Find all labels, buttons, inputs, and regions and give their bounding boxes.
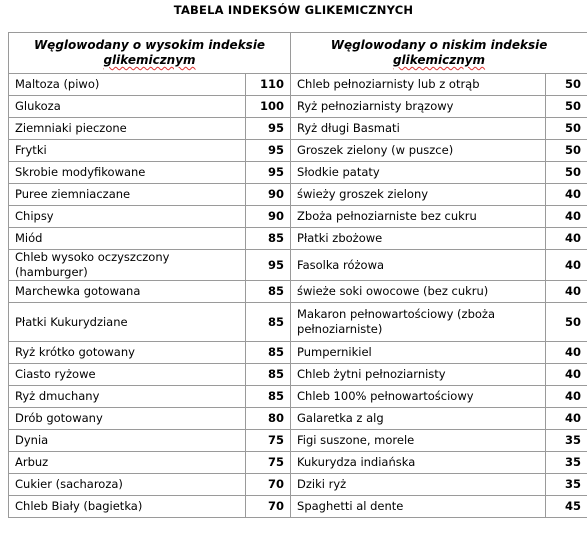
low-gi-food-name: Chleb pełnoziarnisty lub z otrąb xyxy=(291,74,546,96)
table-row xyxy=(9,228,587,250)
table-row xyxy=(9,342,587,364)
high-gi-value: 70 xyxy=(246,496,291,518)
low-gi-value: 40 xyxy=(546,184,587,206)
high-gi-value: 90 xyxy=(246,184,291,206)
table-row xyxy=(9,430,587,452)
high-gi-food-name: Maltoza (piwo) xyxy=(9,74,246,96)
table-row xyxy=(9,474,587,496)
low-gi-value: 40 xyxy=(546,386,587,408)
low-gi-food-name: Słodkie pataty xyxy=(291,162,546,184)
high-gi-value: 85 xyxy=(246,364,291,386)
low-gi-value: 40 xyxy=(546,364,587,386)
high-gi-value: 85 xyxy=(246,281,291,303)
low-gi-food-name: Figi suszone, morele xyxy=(291,430,546,452)
table-row xyxy=(9,118,587,140)
table-row xyxy=(9,206,587,228)
high-gi-value: 85 xyxy=(246,386,291,408)
low-gi-value: 40 xyxy=(546,228,587,250)
low-gi-food-name: Chleb 100% pełnowartościowy xyxy=(291,386,546,408)
low-gi-value: 50 xyxy=(546,118,587,140)
high-gi-food-name: Chleb Biały (bagietka) xyxy=(9,496,246,518)
high-gi-food-name: Chleb wysoko oczyszczony (hamburger) xyxy=(9,250,246,281)
header-high-gi-squiggle: glikemicznym xyxy=(103,53,196,67)
high-gi-food-name: Miód xyxy=(9,228,246,250)
header-low-gi-prefix: Węglowodany o niskim indeksie xyxy=(330,38,548,52)
table-row xyxy=(9,364,587,386)
low-gi-value: 40 xyxy=(546,342,587,364)
high-gi-value: 95 xyxy=(246,140,291,162)
header-high-gi-prefix: Węglowodany o wysokim indeksie xyxy=(33,38,266,52)
high-gi-value: 95 xyxy=(246,250,291,281)
low-gi-food-name: świeży groszek zielony xyxy=(291,184,546,206)
high-gi-food-name: Ryż dmuchany xyxy=(9,386,246,408)
high-gi-value: 95 xyxy=(246,162,291,184)
high-gi-value: 75 xyxy=(246,430,291,452)
high-gi-value: 110 xyxy=(246,74,291,96)
table-row xyxy=(9,162,587,184)
low-gi-food-name: Groszek zielony (w puszce) xyxy=(291,140,546,162)
high-gi-food-name: Chipsy xyxy=(9,206,246,228)
low-gi-value: 50 xyxy=(546,74,587,96)
high-gi-value: 70 xyxy=(246,474,291,496)
low-gi-food-name: Ryż pełnoziarnisty brązowy xyxy=(291,96,546,118)
low-gi-value: 35 xyxy=(546,452,587,474)
low-gi-value: 50 xyxy=(546,140,587,162)
low-gi-value: 50 xyxy=(546,96,587,118)
low-gi-food-name: Makaron pełnowartościowy (zboża pełnoziarniste) xyxy=(291,303,546,342)
high-gi-food-name: Cukier (sacharoza) xyxy=(9,474,246,496)
table-row xyxy=(9,408,587,430)
header-low-gi xyxy=(291,33,587,74)
glycemic-index-table xyxy=(8,32,587,518)
table-row xyxy=(9,303,587,342)
high-gi-food-name: Skrobie modyfikowane xyxy=(9,162,246,184)
high-gi-value: 85 xyxy=(246,228,291,250)
high-gi-value: 85 xyxy=(246,342,291,364)
table-body xyxy=(9,74,587,518)
low-gi-food-name: Chleb żytni pełnoziarnisty xyxy=(291,364,546,386)
header-row xyxy=(9,33,587,74)
low-gi-value: 35 xyxy=(546,474,587,496)
low-gi-food-name: Dziki ryż xyxy=(291,474,546,496)
high-gi-food-name: Ciasto ryżowe xyxy=(9,364,246,386)
low-gi-food-name: świeże soki owocowe (bez cukru) xyxy=(291,281,546,303)
low-gi-value: 40 xyxy=(546,281,587,303)
high-gi-food-name: Puree ziemniaczane xyxy=(9,184,246,206)
table-row xyxy=(9,496,587,518)
table-row xyxy=(9,452,587,474)
low-gi-value: 40 xyxy=(546,206,587,228)
page-title: TABELA INDEKSÓW GLIKEMICZNYCH xyxy=(173,3,414,17)
high-gi-food-name: Drób gotowany xyxy=(9,408,246,430)
high-gi-value: 85 xyxy=(246,303,291,342)
header-high-gi xyxy=(9,33,291,74)
high-gi-value: 80 xyxy=(246,408,291,430)
low-gi-food-name: Galaretka z alg xyxy=(291,408,546,430)
high-gi-value: 100 xyxy=(246,96,291,118)
low-gi-food-name: Kukurydza indiańska xyxy=(291,452,546,474)
low-gi-value: 50 xyxy=(546,162,587,184)
low-gi-food-name: Pumpernikiel xyxy=(291,342,546,364)
table-row xyxy=(9,96,587,118)
table-row xyxy=(9,140,587,162)
low-gi-food-name: Spaghetti al dente xyxy=(291,496,546,518)
high-gi-food-name: Arbuz xyxy=(9,452,246,474)
high-gi-value: 95 xyxy=(246,118,291,140)
high-gi-food-name: Glukoza xyxy=(9,96,246,118)
header-low-gi-squiggle: glikemicznym xyxy=(392,53,486,67)
low-gi-value: 40 xyxy=(546,250,587,281)
low-gi-food-name: Zboża pełnoziarniste bez cukru xyxy=(291,206,546,228)
high-gi-value: 75 xyxy=(246,452,291,474)
table-row xyxy=(9,386,587,408)
high-gi-food-name: Ziemniaki pieczone xyxy=(9,118,246,140)
high-gi-food-name: Dynia xyxy=(9,430,246,452)
low-gi-value: 40 xyxy=(546,408,587,430)
table-row xyxy=(9,74,587,96)
high-gi-food-name: Płatki Kukurydziane xyxy=(9,303,246,342)
low-gi-food-name: Ryż długi Basmati xyxy=(291,118,546,140)
low-gi-food-name: Płatki zbożowe xyxy=(291,228,546,250)
table-row xyxy=(9,250,587,281)
high-gi-value: 90 xyxy=(246,206,291,228)
high-gi-food-name: Frytki xyxy=(9,140,246,162)
table-row xyxy=(9,184,587,206)
low-gi-food-name: Fasolka różowa xyxy=(291,250,546,281)
high-gi-food-name: Marchewka gotowana xyxy=(9,281,246,303)
table-row xyxy=(9,281,587,303)
high-gi-food-name: Ryż krótko gotowany xyxy=(9,342,246,364)
low-gi-value: 35 xyxy=(546,430,587,452)
low-gi-value: 50 xyxy=(546,303,587,342)
low-gi-value: 45 xyxy=(546,496,587,518)
